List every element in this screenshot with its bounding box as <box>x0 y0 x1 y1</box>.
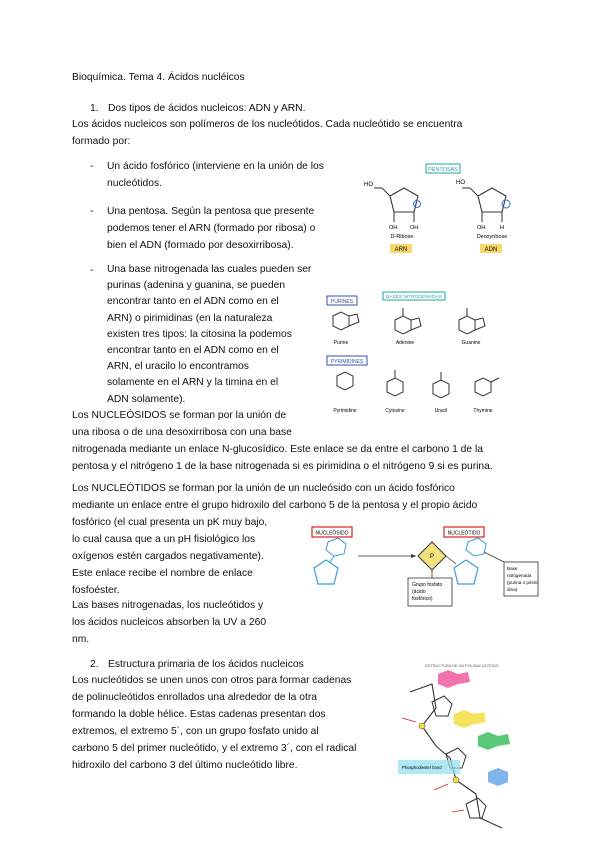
bullet-line: Un ácido fosfórico (interviene en la unión de los <box>107 161 324 172</box>
section1-number: 1. <box>90 103 99 114</box>
grupo-fosfato-line: fosfórico) <box>412 596 433 602</box>
paragraph-line: de polinucleótidos enrollados una alrededor de la otra <box>72 692 318 703</box>
section2-number: 2. <box>90 659 99 670</box>
bullet-line: purinas (adenina y guanina, se pueden <box>107 280 286 292</box>
ribose-name: D-Ribose <box>390 234 414 240</box>
bases-figure <box>325 292 525 424</box>
pentosas-figure <box>360 162 550 257</box>
pyrimidines-label: PYRIMIDINES <box>330 359 364 365</box>
absorb-paragraph <box>72 597 266 648</box>
bullet-line: existen tres tipos: la citosina la podemos <box>107 328 292 340</box>
guanine-name: Guanine <box>461 340 481 346</box>
base-box-line: nitrogenada <box>507 573 532 578</box>
right-sugar-ring <box>454 560 478 584</box>
guanine-ring <box>459 316 475 334</box>
paragraph-line: fosfoéster. <box>72 585 120 596</box>
left-sugar-ring <box>314 560 338 584</box>
base-pink <box>438 670 458 688</box>
polinucleotido-heading: ESTRUCTURA DE UN POLINUCLEÓTIDO <box>425 664 499 668</box>
sugar-ring <box>466 798 486 818</box>
base-box-line: (purina o pirimi- <box>507 580 539 585</box>
bullet-dash: - <box>90 265 94 276</box>
intro-line: formado por: <box>72 136 131 147</box>
bullet-dash: - <box>90 206 94 217</box>
paragraph-line: lo cual causa que a un pH fisiológico los <box>72 534 256 545</box>
nucleosido-label: NUCLEÓSIDO <box>315 530 349 537</box>
bullet-line: bien el ADN (formado por desoxirribosa). <box>107 240 294 251</box>
paragraph-line: Los NUCLEÓSIDOS se forman por la unión de <box>72 410 287 421</box>
bullet-line: Una base nitrogenada las cuales pueden ser <box>107 264 312 275</box>
base-blue <box>488 768 508 786</box>
bullet-line: podemos tener el ARN (formado por ribosa) o <box>107 223 316 234</box>
paragraph-line: oxígenos estén cargados negativamente). <box>72 551 264 562</box>
adenine-ring <box>395 316 411 334</box>
bullet-line: solamente en el ARN y la timina en el <box>107 377 279 389</box>
pyrimidine-ring <box>337 372 353 390</box>
grupo-fosfato-line: (ácido <box>412 589 426 595</box>
document-header: Bioquímica. Tema 4. Ácidos nucléicos <box>72 72 245 83</box>
bullet-line: ADN solamente). <box>107 393 186 405</box>
bullet-base-nitrogenada <box>107 262 311 408</box>
pentosas-title: PENTOSAS <box>428 167 458 173</box>
base-box-line: dina) <box>507 587 518 592</box>
deoxyribose-name: Deoxyribose <box>476 234 508 240</box>
paragraph-line: carbono 5 del primer nucleótido, y el extremo 3´, con el radical <box>72 743 357 754</box>
bullet-line: ARN, el uracilo lo encontramos <box>107 361 249 373</box>
deoxyribose-oh-label: OH <box>477 225 486 231</box>
purines-label: PURINES <box>330 299 354 305</box>
bases-title: BASES NITROGENADAS <box>386 295 442 300</box>
grupo-fosfato-line: Grupo fosfato <box>412 582 443 588</box>
bullet-line: nucleótidos. <box>107 178 162 189</box>
paragraph-line: Las bases nitrogenadas, los nucleótidos y <box>72 600 264 611</box>
cytosine-ring <box>387 378 403 396</box>
paragraph-line: mediante un enlace entre el grupo hidroxilo del carbono 5 de la pentosa y el propio ácido <box>72 500 478 511</box>
ribose-oh-label: OH <box>389 225 398 231</box>
purine-ring <box>333 312 349 330</box>
paragraph-line: una ribosa o de una desoxirribosa con una base <box>72 427 292 438</box>
polinucleotido-figure <box>392 662 532 838</box>
svg-text:P: P <box>429 554 435 560</box>
tag-adn: ADN <box>484 247 498 253</box>
deoxyribose-ho-label: HO <box>456 180 465 186</box>
paragraph-line: extremos, el extremo 5´, con un grupo fosfato unido al <box>72 726 319 737</box>
section2-title: Estructura primaria de los ácidos nucleicos <box>108 659 304 670</box>
paragraph-line: nitrogenada mediante un enlace N-glucosídico. Este enlace se da entre el carbono 1 de la <box>72 444 484 455</box>
purine-name: Purine <box>333 340 349 346</box>
paragraph-line: Este enlace recibe el nombre de enlace <box>72 568 253 579</box>
tag-arn: ARN <box>394 247 408 253</box>
paragraph-line: formando la doble hélice. Estas cadenas presentan dos <box>72 709 326 720</box>
nucleotido-label: NUCLEÓTIDO <box>447 530 481 537</box>
paragraph-line: Los nucleótidos se unen unos con otros para formar cadenas <box>72 675 352 686</box>
bullet-line: encontrar tanto en el ADN como en el <box>107 345 279 357</box>
thymine-name: Thymine <box>473 408 493 414</box>
base-yellow <box>454 710 474 728</box>
uracil-ring <box>433 380 449 398</box>
intro-line: Los ácidos nucleicos son polímeros de los nucleótidos. Cada nucleótido se encuentra <box>72 119 463 130</box>
base-green <box>478 732 498 750</box>
bullet-line: ARN) o pirimidinas (en la naturaleza <box>107 312 273 324</box>
estructura-paragraph <box>72 672 356 774</box>
paragraph-line: Los NUCLEÓTIDOS se forman por la unión de un nucleósido con un ácido fosfórico <box>72 483 455 494</box>
base-box-line: Base <box>507 566 518 571</box>
bullet-acido-fosforico <box>107 158 324 192</box>
backbone-path <box>410 684 502 828</box>
ribose-ring <box>390 188 418 212</box>
nucleotido-figure <box>298 522 538 622</box>
thymine-ring <box>475 378 491 396</box>
paragraph-line: los ácidos nucleicos absorben la UV a 260 <box>72 617 267 628</box>
bullet-line: encontrar tanto en el ADN como en el <box>107 296 279 308</box>
paragraph-line: hidroxilo del carbono 3 del último nucleótido libre. <box>72 760 298 771</box>
ribose-ho-label: HO <box>364 182 373 188</box>
paragraph-line: nm. <box>72 634 90 645</box>
deoxyribose-ring <box>478 188 506 212</box>
phosphodiester-label: Phosphodiester bond <box>402 765 442 770</box>
section1-title: Dos tipos de ácidos nucleicos: ADN y ARN. <box>108 103 306 114</box>
bullet-pentosa <box>107 203 315 254</box>
ribose-oh-label: OH <box>410 225 419 231</box>
paragraph-line: pentosa y el nitrógeno 1 de la base nitrogenada si es pirimidina o el nitrógeno 9 si es purina. <box>72 461 493 472</box>
pyrimidine-name: Pyrimidine <box>333 408 357 414</box>
deoxyribose-h-label: H <box>500 225 504 231</box>
uracil-name: Uracil <box>434 408 448 414</box>
bullet-line: Una pentosa. Según la pentosa que presente <box>107 206 315 217</box>
bullet-dash: - <box>90 161 94 172</box>
adenine-name: Adenine <box>395 340 415 346</box>
intro-paragraph <box>72 116 462 150</box>
cytosine-name: Cytosine <box>385 408 405 414</box>
paragraph-line: fosfórico (el cual presenta un pK muy bajo, <box>72 517 268 528</box>
